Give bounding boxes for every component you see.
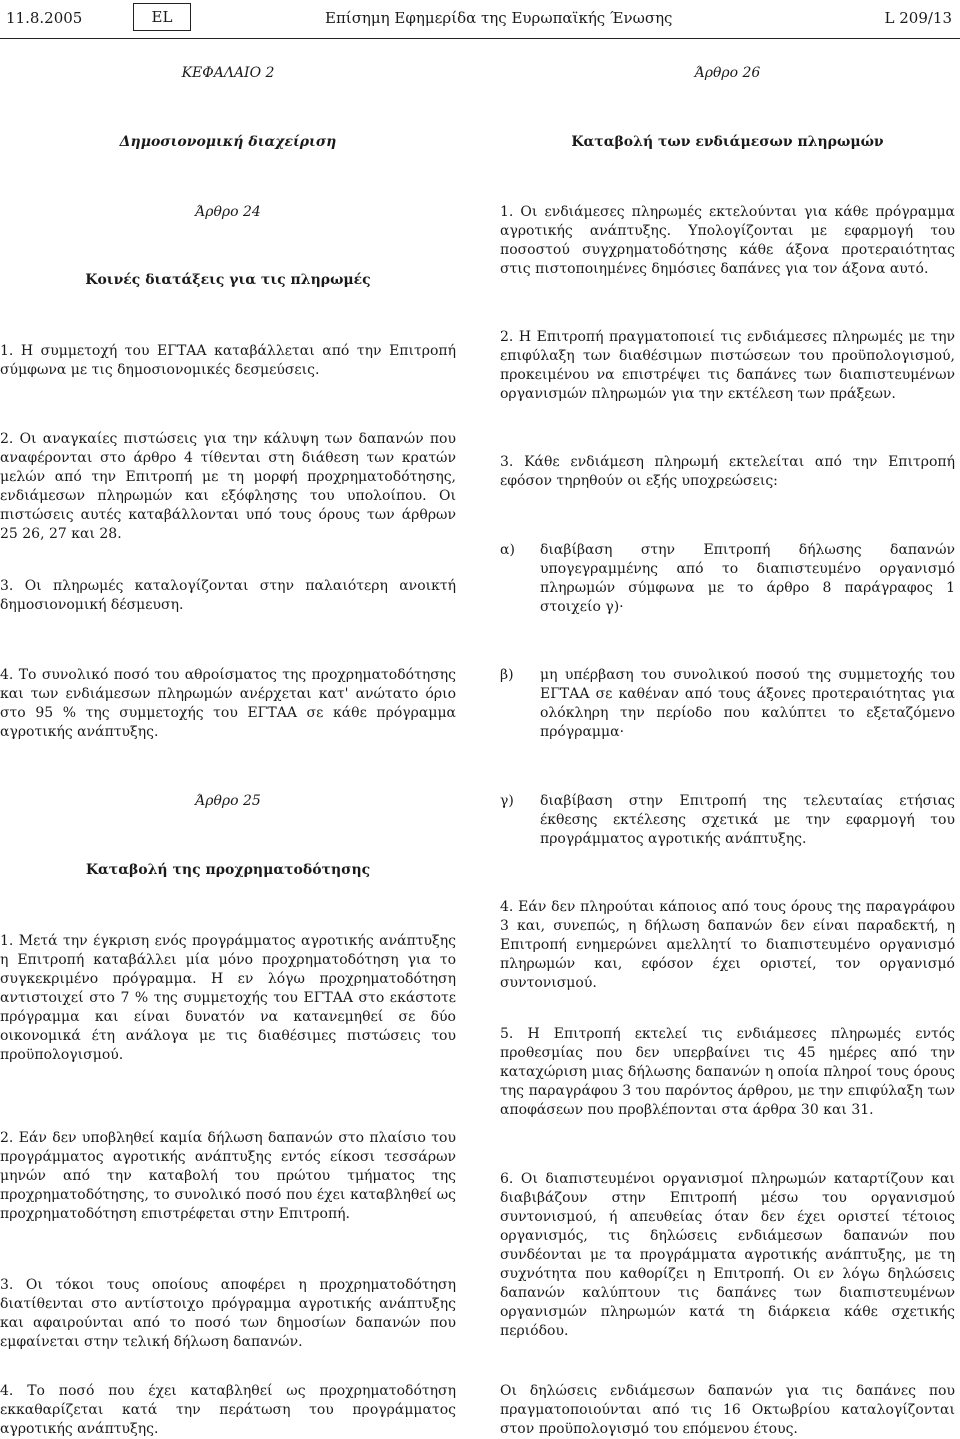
header-language-box: EL bbox=[133, 3, 191, 31]
article-24-paragraph-1: 1. Η συμμετοχή του ΕΓΤΑΑ καταβάλλεται από την Επιτροπή σύμφωνα με τις δημοσιονομικές δεσμεύσεις. bbox=[0, 343, 456, 378]
article-26-heading: Άρθρο 26 bbox=[694, 65, 761, 81]
article-26-paragraph-6: 6. Οι διαπιστευμένοι οργανισμοί πληρωμών καταρτίζουν και διαβιβάζουν στην Επιτροπή μέσω του οργανισμού συντονισμού, ή απευθείας όταν δεν έχει οριστεί τέτοιος οργανισμός, τις δηλώσεις ενδιάμεσων δαπανών που συνδέονται με τα προγράμματα αγροτικής ανάπτυξης, με τη συχνότητα που καθορίζει η Επιτροπή. Οι εν λόγω δηλώσεις δαπανών καλύπτουν τις δαπάνες των διαπιστευμένων οργανισμών πληρωμών κατά τη διάρκεια κάθε σχετικής περιόδου. bbox=[500, 1171, 955, 1339]
article-25-paragraph-3: 3. Οι τόκοι τους οποίους αποφέρει η προχρηματοδότηση διατίθενται στο αντίστοιχο πρόγραμμα αγροτικής ανάπτυξης και αφαιρούνται από το ποσό των δημοσίων δαπανών που εμφαίνεται στην τελική δήλωση δαπανών. bbox=[0, 1277, 456, 1350]
chapter-title: Δημοσιονομική διαχείριση bbox=[119, 134, 337, 150]
article-24-paragraph-3: 3. Οι πληρωμές καταλογίζονται στην παλαιότερη ανοικτή δημοσιονομική δέσμευση. bbox=[0, 578, 456, 613]
article-24-paragraph-4: 4. Το συνολικό ποσό του αθροίσματος της προχρηματοδότησης και των ενδιάμεσων πληρωμών ανέρχεται κατ' ανώτατο όριο στο 95 % της συμμετοχής του ΕΓΤΑΑ σε κάθε πρόγραμμα αγροτικής ανάπτυξης. bbox=[0, 667, 456, 740]
article-26-paragraph-4: 4. Εάν δεν πληρούται κάποιος από τους όρους της παραγράφου 3 και, συνεπώς, η δήλωση δαπανών δεν είναι παραδεκτή, η Επιτροπή ενημερώνει αμελλητί το διαπιστευμένο οργανισμό πληρωμών και, εφόσον έχει οριστεί, τον οργανισμό συντονισμού. bbox=[500, 899, 955, 991]
article-25-title: Καταβολή της προχρηματοδότησης bbox=[85, 862, 371, 878]
article-25-paragraph-2: 2. Εάν δεν υποβληθεί καμία δήλωση δαπανών στο πλαίσιο του προγράμματος αγροτικής ανάπτυξης εντός είκοσι τεσσάρων μηνών από την καταβολή του πρώτου τμήματος της προχρηματοδότησης, το συνολικό ποσό που έχει καταβληθεί ως προχρηματοδότηση επιστρέφεται στην Επιτροπή. bbox=[0, 1130, 456, 1222]
article-25-paragraph-4: 4. Το ποσό που έχει καταβληθεί ως προχρηματοδότηση εκκαθαρίζεται κατά την περάτωση του προγράμματος αγροτικής ανάπτυξης. bbox=[0, 1383, 456, 1437]
article-24-heading: Άρθρο 24 bbox=[195, 204, 261, 220]
article-24-title: Κοινές διατάξεις για τις πληρωμές bbox=[85, 272, 371, 288]
article-26-paragraph-5: 5. Η Επιτροπή εκτελεί τις ενδιάμεσες πληρωμές εντός προθεσμίας που δεν υπερβαίνει τις 45 ημέρες από την καταχώριση μιας δήλωσης δαπανών η οποία πληροί τους όρους της παραγράφου 3 του παρόντος άρθρου, με την επιφύλαξη των αποφάσεων που προβλέπονται στα άρθρα 30 και 31. bbox=[500, 1026, 955, 1118]
list-item-b-text: μη υπέρβαση του συνολικού ποσού της συμμετοχής του ΕΓΤΑΑ σε καθέναν από τους άξονες προτεραιότητας για ολόκληρη την περίοδο που καλύπτει το εξεταζόμενο πρόγραμμα· bbox=[540, 667, 955, 740]
article-24-paragraph-2: 2. Οι αναγκαίες πιστώσεις για την κάλυψη των δαπανών που αναφέρονται στο άρθρο 4 τίθενται στη διάθεση των κρατών μελών από την Επιτροπή με τη μορφή προχρηματοδότησης, ενδιάμεσων πληρωμών και εξόφλησης του υπολοίπου. Οι πιστώσεις αυτές καταβάλλονται υπό τους όρους των άρθρων 25 26, 27 και 28. bbox=[0, 431, 456, 542]
list-item-c-label: γ) bbox=[500, 793, 514, 809]
chapter-heading: ΚΕΦΑΛΑΙΟ 2 bbox=[181, 65, 275, 81]
article-26-paragraph-1: 1. Οι ενδιάμεσες πληρωμές εκτελούνται για κάθε πρόγραμμα αγροτικής ανάπτυξης. Υπολογίζονται με εφαρμογή του ποσοστού συγχρηματοδότησης κάθε άξονα προτεραιότητας στις πιστοποιημένες δημόσιες δαπάνες για τον άξονα αυτό. bbox=[500, 204, 955, 277]
article-26-paragraph-7: Οι δηλώσεις ενδιάμεσων δαπανών για τις δαπάνες που πραγματοποιούνται από τις 16 Οκτωβρίου καταλογίζονται στον προϋπολογισμό του επόμενου έτους. bbox=[500, 1383, 955, 1437]
list-item-a-label: α) bbox=[500, 542, 515, 558]
list-item-a-text: διαβίβαση στην Επιτροπή δήλωσης δαπανών υπογεγραμμένης από το διαπιστευμένο οργανισμό πληρωμών σύμφωνα με το άρθρο 8 παράγραφος 1 στοιχείο γ)· bbox=[540, 542, 955, 615]
header-page-reference: L 209/13 bbox=[884, 9, 952, 27]
list-item-b-label: β) bbox=[500, 667, 514, 683]
journal-header bbox=[0, 0, 960, 39]
article-25-paragraph-1: 1. Μετά την έγκριση ενός προγράμματος αγροτικής ανάπτυξης η Επιτροπή καταβάλλει μία μόνο προχρηματοδότηση για το συγκεκριμένο πρόγραμμα. Η εν λόγω προχρηματοδότηση αντιστοιχεί στο 7 % της συμμετοχής του ΕΓΤΑΑ στο εκάστοτε πρόγραμμα και είναι δυνατόν να κατανεμηθεί σε δύο οικονομικά έτη ανάλογα με τις διαθέσιμες πιστώσεις του προϋπολογισμού. bbox=[0, 933, 456, 1063]
article-26-paragraph-2: 2. Η Επιτροπή πραγματοποιεί τις ενδιάμεσες πληρωμές με την επιφύλαξη των διαθέσιμων πιστώσεων του προϋπολογισμού, προκειμένου να επιστρέψει τις δαπάνες των διαπιστευμένων οργανισμών πληρωμών για την εκτέλεση των πράξεων. bbox=[500, 329, 955, 402]
article-26-title: Καταβολή των ενδιάμεσων πληρωμών bbox=[571, 134, 884, 150]
header-date: 11.8.2005 bbox=[6, 9, 83, 27]
article-25-heading: Άρθρο 25 bbox=[195, 793, 261, 809]
list-item-c-text: διαβίβαση στην Επιτροπή της τελευταίας ετήσιας έκθεσης εκτέλεσης σχετικά με την εφαρμογή του προγράμματος αγροτικής ανάπτυξης. bbox=[540, 793, 955, 847]
header-journal-title: Επίσημη Εφημερίδα της Ευρωπαϊκής Ένωσης bbox=[325, 9, 673, 27]
article-26-paragraph-3: 3. Κάθε ενδιάμεση πληρωμή εκτελείται από την Επιτροπή εφόσον τηρηθούν οι εξής υποχρεώσεις: bbox=[500, 454, 955, 489]
